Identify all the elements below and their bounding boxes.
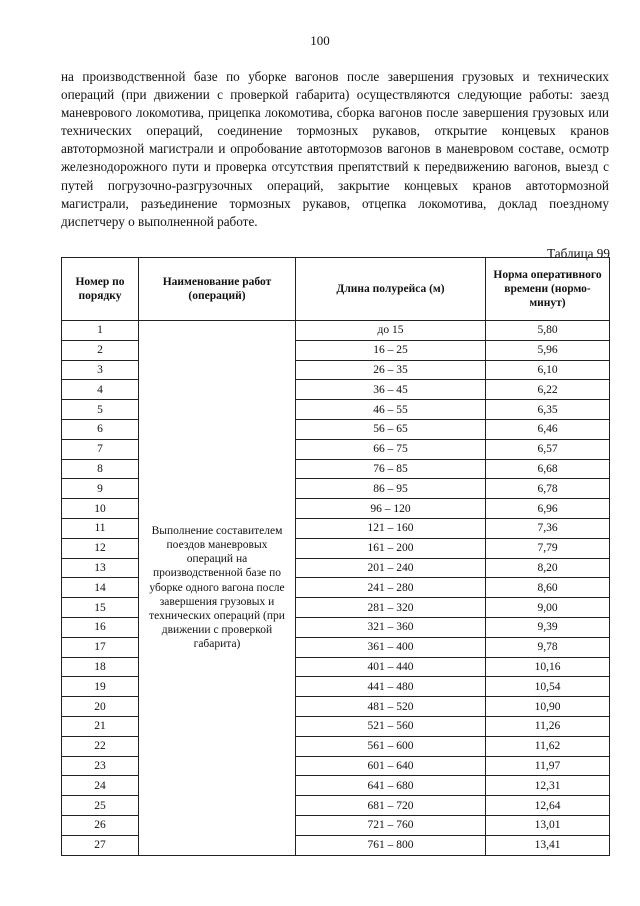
- cell-number: 20: [62, 697, 139, 717]
- cell-number: 18: [62, 657, 139, 677]
- cell-norm: 9,78: [486, 637, 610, 657]
- cell-number: 7: [62, 439, 139, 459]
- cell-length: 361 – 400: [296, 637, 486, 657]
- cell-length: 321 – 360: [296, 617, 486, 637]
- cell-number: 23: [62, 756, 139, 776]
- page-number: 100: [310, 33, 330, 48]
- cell-length: 761 – 800: [296, 835, 486, 855]
- cell-norm: 6,57: [486, 439, 610, 459]
- cell-norm: 11,97: [486, 756, 610, 776]
- body-paragraph: на производственной базе по уборке вагонов после завершения грузовых и технических операций (при движении с проверкой габарита) осуществляются следующие работы: заезд маневрового локомотива, прицепка локомотива, сборка вагонов после завершения грузовых или технических операций, соединение тормозных рукавов, открытие концевых кранов автотормозной магистрали и опробование автотормозов вагонов в маневровом составе, осмотр железнодорожного пути и проверка отсутствия препятствий к передвижению вагонов, выезд с путей погрузочно-разгрузочных операций, закрытие концевых кранов автотормозной магистрали, разъединение тормозных рукавов, отцепка локомотива, доклад поездному диспетчеру о выполненной работе.: [61, 69, 609, 229]
- cell-length: 241 – 280: [296, 578, 486, 598]
- cell-number: 5: [62, 400, 139, 420]
- cell-number: 2: [62, 340, 139, 360]
- cell-number: 1: [62, 321, 139, 341]
- cell-norm: 13,41: [486, 835, 610, 855]
- cell-length: 441 – 480: [296, 677, 486, 697]
- cell-norm: 10,16: [486, 657, 610, 677]
- cell-number: 15: [62, 598, 139, 618]
- cell-norm: 6,46: [486, 419, 610, 439]
- cell-number: 25: [62, 796, 139, 816]
- cell-norm: 11,26: [486, 716, 610, 736]
- cell-length: 401 – 440: [296, 657, 486, 677]
- cell-operation: Выполнение составителем поездов маневровых операций на производственной базе по уборке одного вагона после завершения грузовых и технических операций (при движении с проверкой габарита): [139, 321, 296, 856]
- cell-length: 641 – 680: [296, 776, 486, 796]
- cell-number: 16: [62, 617, 139, 637]
- cell-number: 3: [62, 360, 139, 380]
- cell-norm: 6,78: [486, 479, 610, 499]
- cell-norm: 10,90: [486, 697, 610, 717]
- table-body: [62, 321, 610, 856]
- cell-number: 6: [62, 419, 139, 439]
- table-header-row: [62, 258, 610, 321]
- cell-length: 121 – 160: [296, 518, 486, 538]
- cell-length: 96 – 120: [296, 499, 486, 519]
- cell-length: 201 – 240: [296, 558, 486, 578]
- cell-norm: 5,96: [486, 340, 610, 360]
- norms-table: [61, 257, 610, 856]
- cell-norm: 6,96: [486, 499, 610, 519]
- header-operation: Наименование работ (операций): [139, 258, 296, 321]
- cell-number: 4: [62, 380, 139, 400]
- cell-number: 10: [62, 499, 139, 519]
- header-length: Длина полурейса (м): [296, 258, 486, 321]
- header-norm: Норма оперативного времени (нормо-минут): [486, 258, 610, 321]
- cell-number: 22: [62, 736, 139, 756]
- cell-norm: 9,00: [486, 598, 610, 618]
- cell-norm: 7,36: [486, 518, 610, 538]
- cell-number: 11: [62, 518, 139, 538]
- cell-length: 721 – 760: [296, 815, 486, 835]
- cell-norm: 6,35: [486, 400, 610, 420]
- cell-number: 9: [62, 479, 139, 499]
- cell-norm: 8,20: [486, 558, 610, 578]
- cell-number: 27: [62, 835, 139, 855]
- cell-norm: 9,39: [486, 617, 610, 637]
- cell-number: 12: [62, 538, 139, 558]
- cell-number: 8: [62, 459, 139, 479]
- cell-length: 16 – 25: [296, 340, 486, 360]
- cell-length: 521 – 560: [296, 716, 486, 736]
- cell-norm: 6,22: [486, 380, 610, 400]
- cell-length: 86 – 95: [296, 479, 486, 499]
- cell-norm: 12,64: [486, 796, 610, 816]
- table-row: [62, 321, 610, 341]
- cell-length: 161 – 200: [296, 538, 486, 558]
- cell-norm: 13,01: [486, 815, 610, 835]
- cell-number: 21: [62, 716, 139, 736]
- cell-length: 481 – 520: [296, 697, 486, 717]
- cell-number: 14: [62, 578, 139, 598]
- cell-norm: 8,60: [486, 578, 610, 598]
- cell-length: 66 – 75: [296, 439, 486, 459]
- cell-length: 56 – 65: [296, 419, 486, 439]
- cell-length: 76 – 85: [296, 459, 486, 479]
- cell-norm: 10,54: [486, 677, 610, 697]
- cell-norm: 7,79: [486, 538, 610, 558]
- cell-number: 13: [62, 558, 139, 578]
- cell-length: 36 – 45: [296, 380, 486, 400]
- cell-length: 561 – 600: [296, 736, 486, 756]
- cell-length: 281 – 320: [296, 598, 486, 618]
- cell-norm: 6,10: [486, 360, 610, 380]
- cell-length: 26 – 35: [296, 360, 486, 380]
- cell-length: 46 – 55: [296, 400, 486, 420]
- cell-length: 601 – 640: [296, 756, 486, 776]
- table-caption: Таблица 99: [547, 246, 610, 261]
- cell-norm: 6,68: [486, 459, 610, 479]
- cell-norm: 12,31: [486, 776, 610, 796]
- cell-norm: 5,80: [486, 321, 610, 341]
- cell-number: 24: [62, 776, 139, 796]
- cell-length: 681 – 720: [296, 796, 486, 816]
- cell-number: 17: [62, 637, 139, 657]
- cell-norm: 11,62: [486, 736, 610, 756]
- cell-number: 26: [62, 815, 139, 835]
- cell-length: до 15: [296, 321, 486, 341]
- cell-number: 19: [62, 677, 139, 697]
- header-number: Номер по порядку: [62, 258, 139, 321]
